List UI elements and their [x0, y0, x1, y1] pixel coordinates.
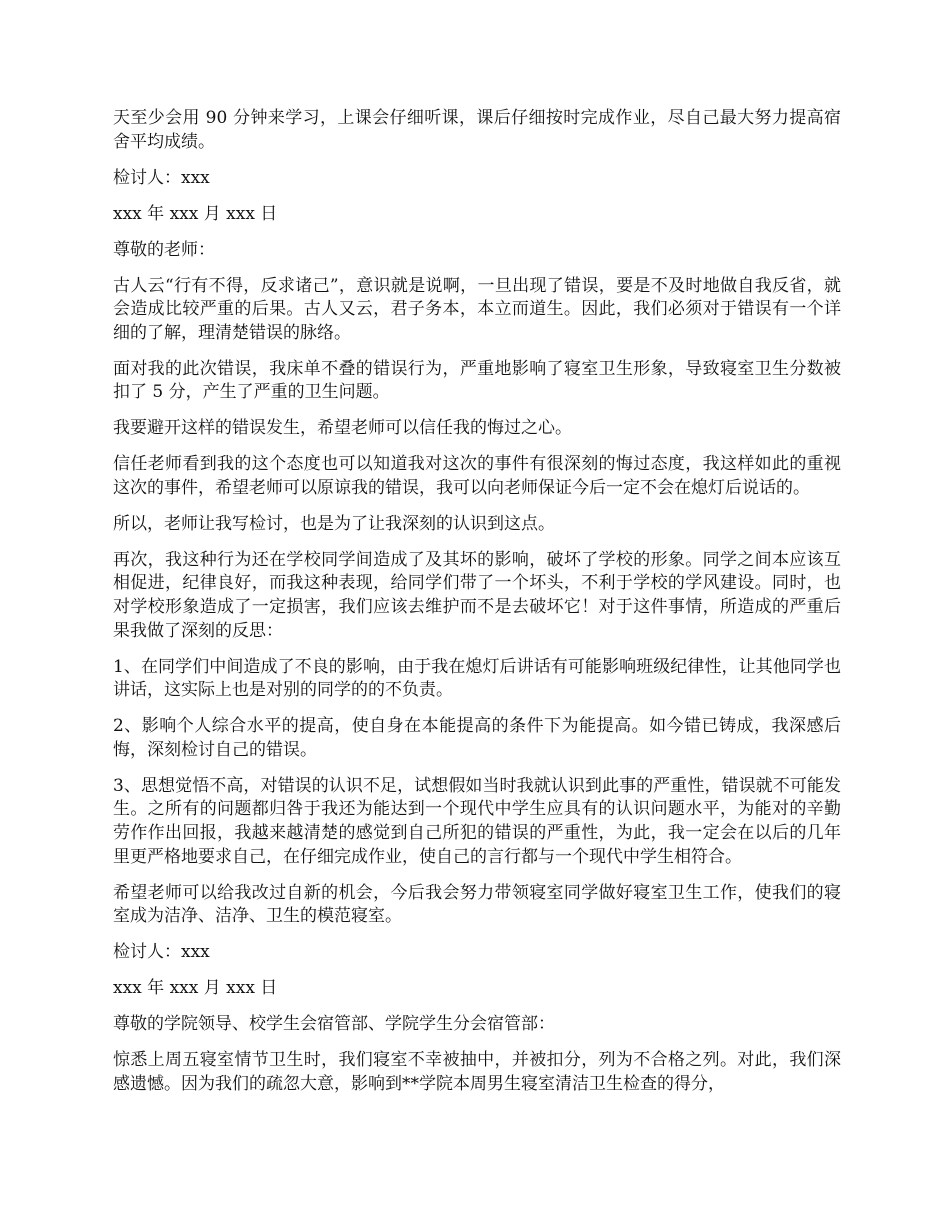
paragraph-avoid-error: 我要避开这样的错误发生，希望老师可以信任我的悔过之心。: [113, 418, 572, 439]
list-item-3: 3、思想觉悟不高，对错误的认识不足，试想假如当时我就认识到此事的严重性，错误就不可能发生。之所有的问题都归咎于我还为能达到一个现代中学生应具有的认识问题水平，为能对的辛勤劳作作出回报，我越来越清楚的感觉到自己所犯的错误的严重性，为此，我一定会在以后的几年里更严格地要求自己，在仔细完成作业，使自己的言行都与一个现代中学生相符合。: [113, 775, 841, 867]
paragraph-reason-for-review: 所以，老师让我写检讨，也是为了让我深刻的认识到这点。: [113, 513, 555, 534]
signature-reviewer-2: 检讨人：xxx: [113, 942, 210, 963]
paragraph-study-plan-continued: 天至少会用 90 分钟来学习，上课会仔细听课，课后仔细按时完成作业，尽自己最大努力提高宿舍平均成绩。: [113, 108, 841, 152]
document-page: [113, 107, 841, 1109]
paragraph-trust-teacher: 信任老师看到我的这个态度也可以知道我对这次的事件有很深刻的悔过态度，我这样如此的重视这次的事件，希望老师可以原谅我的错误，我可以向老师保证今后一定不会在熄灯后说话的。: [113, 454, 841, 498]
signature-reviewer-1: 检讨人：xxx: [113, 167, 210, 188]
salutation-college-leaders: 尊敬的学院领导、校学生会宿管部、学院学生分会宿管部：: [113, 1014, 555, 1035]
paragraph-school-impact: 再次，我这种行为还在学校同学间造成了及其坏的影响，破坏了学校的形象。同学之间本应该互相促进，纪律良好，而我这种表现，给同学们带了一个坏头，不利于学校的学风建设。同时，也对学校形象造成了一定损害，我们应该去维护而不是去破坏它！对于这件事情，所造成的严重后果我做了深刻的反思：: [113, 549, 841, 641]
list-item-1: 1、在同学们中间造成了不良的影响，由于我在熄灯后讲话有可能影响班级纪律性，让其他同学也讲话，这实际上也是对别的同学的的不负责。: [113, 656, 841, 701]
paragraph-dorm-inspection: 惊悉上周五寝室情节卫生时，我们寝室不幸被抽中，并被扣分，列为不合格之列。对此，我们深感遗憾。因为我们的疏忽大意，影响到**学院本周男生寝室清洁卫生检查的得分，: [113, 1050, 841, 1094]
list-item-2: 2、影响个人综合水平的提高，使自身在本能提高的条件下为能提高。如今错已铸成，我深感后悔，深刻检讨自己的错误。: [113, 716, 841, 760]
paragraph-hope: 希望老师可以给我改过自新的机会，今后我会努力带领寝室同学做好寝室卫生工作，使我们的寝室成为洁净、洁净、卫生的模范寝室。: [113, 882, 841, 927]
paragraph-ancient-saying: 古人云“行有不得，反求诸己”，意识就是说啊，一旦出现了错误，要是不及时地做自我反省，就会造成比较严重的后果。古人又云，君子务本，本立而道生。因此，我们必须对于错误有一个详细的了解，理清楚错误的脉络。: [113, 275, 841, 343]
paragraph-error-description: 面对我的此次错误，我床单不叠的错误行为，严重地影响了寝室卫生形象，导致寝室卫生分数被扣了 5 分，产生了严重的卫生问题。: [113, 358, 841, 403]
salutation-teacher: 尊敬的老师：: [113, 239, 215, 260]
signature-date-2: xxx 年 xxx 月 xxx 日: [113, 978, 278, 999]
signature-date-1: xxx 年 xxx 月 xxx 日: [113, 203, 278, 224]
